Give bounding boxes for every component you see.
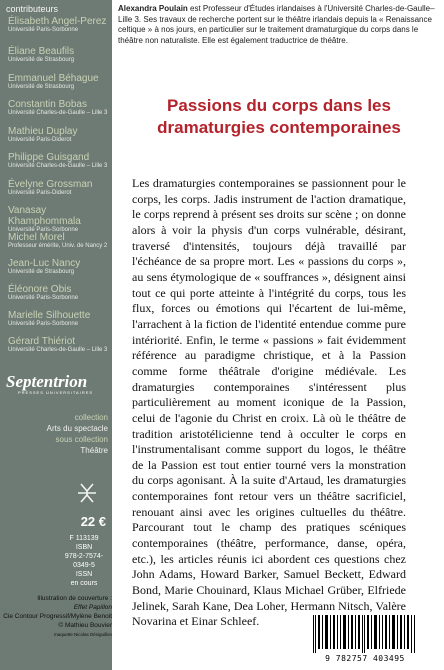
contributor-name: Vanasay Khamphommala [8, 205, 81, 227]
contributor-affiliation: Université Charles-de-Gaulle – Lille 3 [8, 163, 108, 169]
credit-line: Cie Contour Progressif/Mylène Benoit [3, 613, 112, 620]
contributor-affiliation: Université Paris-Sorbonne [8, 321, 79, 327]
subcollection-label: sous collection [55, 435, 108, 444]
contributor-name: Élisabeth Angel-Perez [8, 16, 107, 27]
contributor-name: Évelyne Grossman [8, 179, 93, 190]
book-title [118, 95, 440, 139]
price: 22 € [80, 514, 106, 529]
contributor-entry [8, 232, 112, 249]
credit-line: Effet Papillon [73, 604, 112, 611]
contributor-affiliation: Université Paris-Diderot [8, 190, 72, 196]
contributor-entry [8, 126, 112, 143]
author-bio [118, 4, 440, 46]
publisher-logo [6, 372, 102, 395]
contributors-heading: contributeurs [6, 4, 59, 14]
contributor-entry [8, 284, 112, 301]
author-name: Alexandra Poulain [118, 4, 188, 13]
credit-line: maquette Nicolas Désiguillon [53, 632, 112, 637]
credit-line: © Mathieu Bouvier [58, 622, 112, 629]
contributor-affiliation: Université de Strasbourg [8, 57, 75, 63]
contributor-name: Michel Morel [8, 232, 65, 243]
barcode-bars-icon [313, 615, 417, 653]
contributor-entry [8, 16, 112, 33]
contributor-entry [8, 310, 112, 327]
subcollection-name: Théâtre [80, 446, 108, 455]
book-identifiers [60, 534, 108, 588]
contributor-name: Mathieu Duplay [8, 126, 78, 137]
contributor-affiliation: Université Charles-de-Gaulle – Lille 3 [8, 347, 108, 353]
contributor-entry [8, 205, 112, 233]
contributor-affiliation: Université Charles-de-Gaulle – Lille 3 [8, 110, 108, 116]
contributor-affiliation: Université Paris-Sorbonne [8, 27, 79, 33]
contributor-affiliation: Université Paris-Diderot [8, 137, 72, 143]
contributor-name: Gérard Thiériot [8, 336, 76, 347]
contributor-entry [8, 336, 112, 353]
collection-emblem-icon [74, 480, 100, 506]
book-title-line: Passions du corps dans les [167, 96, 391, 115]
contributor-entry [8, 73, 112, 90]
contributor-affiliation: Université de Strasbourg [8, 84, 75, 90]
isbn-label: ISBN [75, 544, 93, 551]
contributor-affiliation: Professeur émérite, Univ. de Nancy 2 [8, 243, 108, 249]
publisher-subtitle: PRESSES UNIVERSITAIRES [18, 390, 94, 395]
contributor-affiliation: Université de Strasbourg [8, 269, 75, 275]
contributor-entry [8, 99, 112, 116]
contributor-affiliation: Université Paris-Sorbonne [8, 227, 79, 233]
contributor-name: Éléonore Obis [8, 284, 72, 295]
issn-status: en cours [70, 580, 98, 587]
book-title-line: dramaturgies contemporaines [157, 118, 401, 137]
contributor-name: Éliane Beaufils [8, 46, 75, 57]
publisher-name: Septentrion [6, 372, 88, 391]
credit-line: Illustration de couverture : [37, 595, 112, 602]
contributor-entry [8, 152, 112, 169]
contributor-name: Emmanuel Béhague [8, 73, 99, 84]
contributor-entry [8, 179, 112, 196]
author-bio-text: est Professeur d'Études irlandaises à l'Université Charles-de-Gaulle–Lille 3. Ses travaux de recherche portent sur le théâtre irlandais depuis la « Renaissance celtique » à nos jours, en particulier sur le traitement dramaturgique du corps dans le théâtre non naturaliste. Elle est également traductrice de théâtre. [118, 4, 435, 45]
barcode [305, 613, 425, 665]
ref-number: F 113139 [69, 535, 99, 542]
contributor-affiliation: Université Paris-Sorbonne [8, 295, 79, 301]
barcode-number: 9 782757 403495 [325, 654, 405, 663]
contributors-sidebar [0, 0, 112, 670]
contributor-name: Constantin Bobas [8, 99, 87, 110]
collection-label: collection [74, 413, 108, 422]
collection-info [47, 412, 108, 456]
back-cover-summary: Les dramaturgies contemporaines se passionnent pour le corps, les corps. Jadis instrument de l'action dramatique, le corps reprend à présent ses droits sur scène ; on donne alors à voir la physis d'un corps vulnérable, désirant, traversé d'intensités, toujours déjà travaillé par l'échéance de sa propre mort. Les « passions du corps », au sens étymologique de « souffrances », désignent ainsi tout ce qui porte atteinte à l'intégrité du corps, tous les flux, forces ou émotions qui l'écartent de lui-même, l'arrachent à la fiction de l'identité entendue comme pure intériorité. Enfin, le terme « passions » fait évidemment référence au paradigme christique, et à la Passion comme forme théâtrale d'origine médiévale. Les dramaturgies contemporaines s'intéressent plus particulièrement au moment iconique de la Passion, celui de l'agonie du Christ en croix. Là où le théâtre de tradition aristotélicienne tend à occulter le corps en l'instrumentalisant comme support du logos, le théâtre de la Passion est tout entier tourné vers la monstration du corps agonisant. À la suite d'Artaud, les dramaturgies contemporaines font retour vers un théâtre sacrificiel, renouant ainsi avec les origines cultuelles du théâtre. Parcourant tout le champ des pratiques scéniques contemporaines (théâtre, performance, danse, opéra, etc.), les articles réunis ici abordent ces questions chez John Adams, Howard Barker, Samuel Beckett, Edward Bond, Marie Chouinard, Klaus Michael Grüber, Elfriede Jelinek, Sarah Kane, Dea Loher, Hermann Nitsch, Valère Novarina et Einar Schleef. [132, 176, 406, 629]
contributor-name: Jean-Luc Nancy [8, 258, 81, 269]
contributor-entry [8, 46, 112, 63]
contributor-name: Marielle Silhouette [8, 310, 91, 321]
contributor-entry [8, 258, 112, 275]
collection-name: Arts du spectacle [46, 424, 108, 433]
isbn-number: 978-2-7574-0349-5 [64, 553, 104, 569]
cover-credits [0, 594, 112, 639]
issn-label: ISSN [75, 571, 93, 578]
contributor-name: Philippe Guisgand [8, 152, 90, 163]
